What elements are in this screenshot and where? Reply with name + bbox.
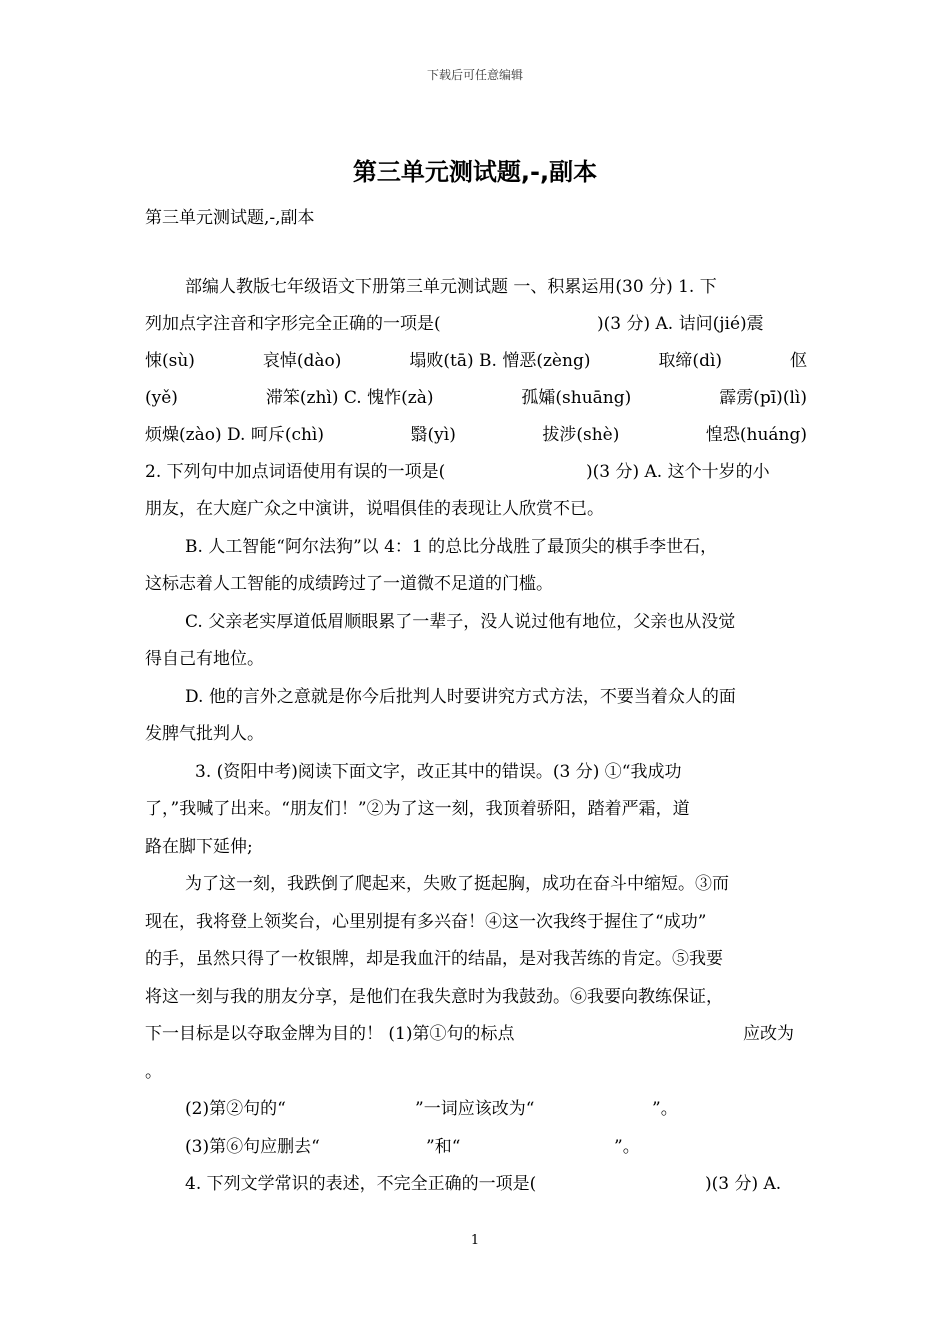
body-line-25b: )(3 分) A. xyxy=(705,1174,782,1194)
body-line-3 xyxy=(145,349,807,373)
option-c-word-3: 霹雳(pī)(lì) xyxy=(719,388,807,408)
body-line-9: 这标志着人工智能的成绩跨过了一道微不足道的门槛。 xyxy=(145,574,553,594)
body-line-5 xyxy=(145,423,807,447)
body-line-4 xyxy=(145,386,807,410)
body-line-17: 为了这一刻，我跌倒了爬起来，失败了挺起胸，成功在奋斗中缩短。③而 xyxy=(185,874,729,894)
option-c-word-2: 孤孀(shuāng) xyxy=(521,388,632,408)
document-subtitle: 第三单元测试题,-,副本 xyxy=(145,208,315,228)
body-line-12: D. 他的言外之意就是你今后批判人时要讲究方式方法，不要当着众人的面 xyxy=(185,687,736,707)
body-line-15: 了，”我喊了出来。“朋友们！”②为了这一刻，我顶着骄阳，踏着严霜，道 xyxy=(145,799,690,819)
body-line-24a: (3)第⑥句应删去“ xyxy=(185,1137,320,1157)
option-d-word-2: 翳(yì) xyxy=(410,425,456,445)
body-line-1: 部编人教版七年级语文下册第三单元测试题 一、积累运用(30 分) 1. 下 xyxy=(185,277,717,297)
body-line-7: 朋友，在大庭广众之中演讲，说唱俱佳的表现让人欣赏不已。 xyxy=(145,499,604,519)
body-line-20: 将这一刻与我的朋友分享，是他们在我失意时为我鼓劲。⑥我要向教练保证， xyxy=(145,987,723,1007)
body-line-8: B. 人工智能“阿尔法狗”以 4：1 的总比分战胜了最顶尖的棋手李世石， xyxy=(185,537,718,557)
option-b-start: 塌败(tā) B. 憎恶(zèng) xyxy=(409,351,591,371)
body-line-24c: ”。 xyxy=(614,1137,640,1157)
page-header-note: 下载后可任意编辑 xyxy=(426,68,523,82)
body-line-23c: ”。 xyxy=(652,1099,678,1119)
body-line-16: 路在脚下延伸; xyxy=(145,837,253,857)
option-d-start: 烦燥(zào) D. 呵斥(chì) xyxy=(145,425,324,445)
body-line-23a: (2)第②句的“ xyxy=(185,1099,286,1119)
body-line-21a: 下一目标是以夺取金牌为目的！ (1)第①句的标点 xyxy=(145,1024,515,1044)
option-b-word-2: 取缔(dì) xyxy=(658,351,723,371)
option-b-word-3-end: (yě) xyxy=(145,388,178,408)
page-number: 1 xyxy=(470,1233,480,1248)
body-line-11: 得自己有地位。 xyxy=(145,649,264,669)
body-line-21b: 应改为 xyxy=(743,1024,794,1044)
body-line-24b: ”和“ xyxy=(426,1137,461,1157)
body-line-2b: )(3 分) A. 诘问(jié)震 xyxy=(597,314,764,334)
option-d-word-4: 惶恐(huáng) xyxy=(705,425,807,445)
option-a-word-4: 哀悼(dào) xyxy=(262,351,342,371)
body-line-13: 发脾气批判人。 xyxy=(145,724,264,744)
body-line-6b: )(3 分) A. 这个十岁的小 xyxy=(586,462,770,482)
body-line-25a: 4. 下列文学常识的表述，不完全正确的一项是( xyxy=(185,1174,537,1194)
body-line-23b: ”一词应该改为“ xyxy=(415,1099,535,1119)
body-line-14: 3. (资阳中考)阅读下面文字，改正其中的错误。(3 分) ①“我成功 xyxy=(195,762,682,782)
body-line-22: 。 xyxy=(145,1062,162,1082)
body-line-18: 现在，我将登上领奖台，心里别提有多兴奋！④这一次我终于握住了“成功” xyxy=(145,912,707,932)
body-line-2a: 列加点字注音和字形完全正确的一项是( xyxy=(145,314,441,334)
document-title: 第三单元测试题,-,副本 xyxy=(352,158,598,186)
option-a-word-3: 悚(sù) xyxy=(145,351,195,371)
body-line-19: 的手，虽然只得了一枚银牌，却是我血汗的结晶，是对我苦练的肯定。⑤我要 xyxy=(145,949,723,969)
option-b-word-3-start: 伛 xyxy=(790,351,807,371)
body-line-10: C. 父亲老实厚道低眉顺眼累了一辈子，没人说过他有地位，父亲也从没觉 xyxy=(185,612,736,632)
option-c-start: 滞笨(zhì) C. 愧怍(zà) xyxy=(265,388,434,408)
option-d-word-3: 拔涉(shè) xyxy=(542,425,620,445)
body-line-6a: 2. 下列句中加点词语使用有误的一项是( xyxy=(145,462,446,482)
